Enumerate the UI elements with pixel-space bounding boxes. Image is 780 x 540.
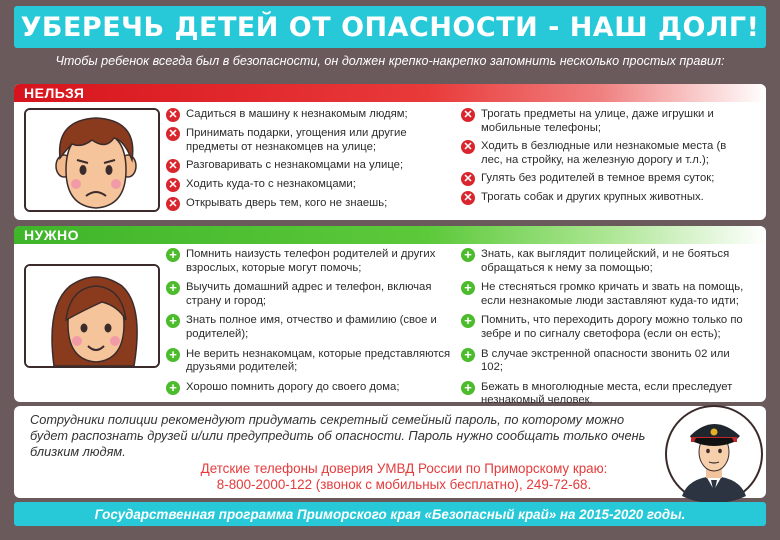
advice-text: Сотрудники полиции рекомендуют придумать секретный семейный пароль, по которому можно будет распознать друзей и/или предупредить об опасности. Пароль нужно сообщать только очень близким людям.	[30, 412, 646, 459]
cross-icon: ✕	[166, 108, 180, 122]
cross-icon: ✕	[166, 178, 180, 192]
footer-banner	[14, 502, 766, 526]
list-item: + Знать полное имя, отчество и фамилию (свое и родителей);	[166, 314, 454, 341]
page-title: УБЕРЕЧЬ ДЕТЕЙ ОТ ОПАСНОСТИ - НАШ ДОЛГ!	[20, 11, 760, 43]
hotline-numbers: 8-800-2000-122 (звонок с мобильных бесплатно), 249-72-68.	[216, 477, 592, 492]
required-panel	[14, 226, 766, 407]
cross-icon: ✕	[166, 127, 180, 141]
subtitle: Чтобы ребенок всегда был в безопасности, он должен крепко-накрепко запомнить несколько простых правил:	[55, 54, 725, 68]
plus-icon: +	[461, 381, 475, 395]
list-item: ✕ Принимать подарки, угощения или другие предметы от незнакомцев на улице;	[166, 127, 454, 154]
hotline-title: Детские телефоны доверия УМВД России по Приморскому краю:	[200, 461, 608, 476]
list-item: ✕ Трогать собак и других крупных животных.	[461, 191, 749, 205]
list-item: + Выучить домашний адрес и телефон, включая страну и город;	[166, 281, 454, 308]
footer-text: Государственная программа Приморского края «Безопасный край» на 2015-2020 годы.	[94, 506, 686, 522]
forbidden-stripe	[14, 84, 766, 102]
cross-icon: ✕	[461, 191, 475, 205]
required-stripe	[14, 226, 766, 244]
required-label: НУЖНО	[24, 227, 79, 243]
plus-icon: +	[461, 281, 475, 295]
plus-icon: +	[461, 348, 475, 362]
plus-icon: +	[166, 348, 180, 362]
forbidden-label: НЕЛЬЗЯ	[24, 85, 85, 101]
plus-icon: +	[166, 381, 180, 395]
list-item: ✕ Разговаривать с незнакомцами на улице;	[166, 159, 454, 173]
cross-icon: ✕	[461, 108, 475, 122]
plus-icon: +	[166, 314, 180, 328]
forbidden-left-column	[166, 108, 454, 211]
plus-icon: +	[461, 248, 475, 262]
list-item: + Не стесняться громко кричать и звать на помощь, если незнакомые люди заставляют куда-то идти;	[461, 281, 749, 308]
list-item: + Помнить наизусть телефон родителей и других взрослых, которые могут помочь;	[166, 248, 454, 275]
plus-icon: +	[461, 314, 475, 328]
forbidden-panel	[14, 84, 766, 220]
required-right-column	[461, 248, 749, 408]
list-item: + Знать, как выглядит полицейский, и не бояться обращаться к нему за помощью;	[461, 248, 749, 275]
hotline-info	[144, 461, 664, 493]
list-item: + В случае экстренной опасности звонить 02 или 102;	[461, 348, 749, 375]
cross-icon: ✕	[166, 159, 180, 173]
required-left-column	[166, 248, 454, 395]
list-item: + Не верить незнакомцам, которые представляются друзьями родителей;	[166, 348, 454, 375]
cross-icon: ✕	[166, 197, 180, 211]
plus-icon: +	[166, 281, 180, 295]
forbidden-right-column	[461, 108, 749, 205]
sad-boy-avatar	[24, 108, 160, 212]
police-officer-avatar	[664, 404, 764, 504]
list-item: ✕ Открывать дверь тем, кого не знаешь;	[166, 197, 454, 211]
list-item: + Хорошо помнить дорогу до своего дома;	[166, 381, 454, 395]
title-banner	[14, 6, 766, 48]
list-item: ✕ Ходить в безлюдные или незнакомые места (в лес, на стройку, на железную дорогу и т.л.);	[461, 140, 749, 167]
happy-girl-avatar	[24, 264, 160, 368]
list-item: ✕ Ходить куда-то с незнакомцами;	[166, 178, 454, 192]
list-item: ✕ Садиться в машину к незнакомым людям;	[166, 108, 454, 122]
plus-icon: +	[166, 248, 180, 262]
list-item: ✕ Трогать предметы на улице, даже игрушки и мобильные телефоны;	[461, 108, 749, 135]
advice-panel	[14, 406, 766, 498]
cross-icon: ✕	[461, 172, 475, 186]
list-item: + Бежать в многолюдные места, если преследует незнакомый человек.	[461, 381, 749, 408]
list-item: + Помнить, что переходить дорогу можно только по зебре и по сигналу светофора (если он есть);	[461, 314, 749, 341]
cross-icon: ✕	[461, 140, 475, 154]
list-item: ✕ Гулять без родителей в темное время суток;	[461, 172, 749, 186]
